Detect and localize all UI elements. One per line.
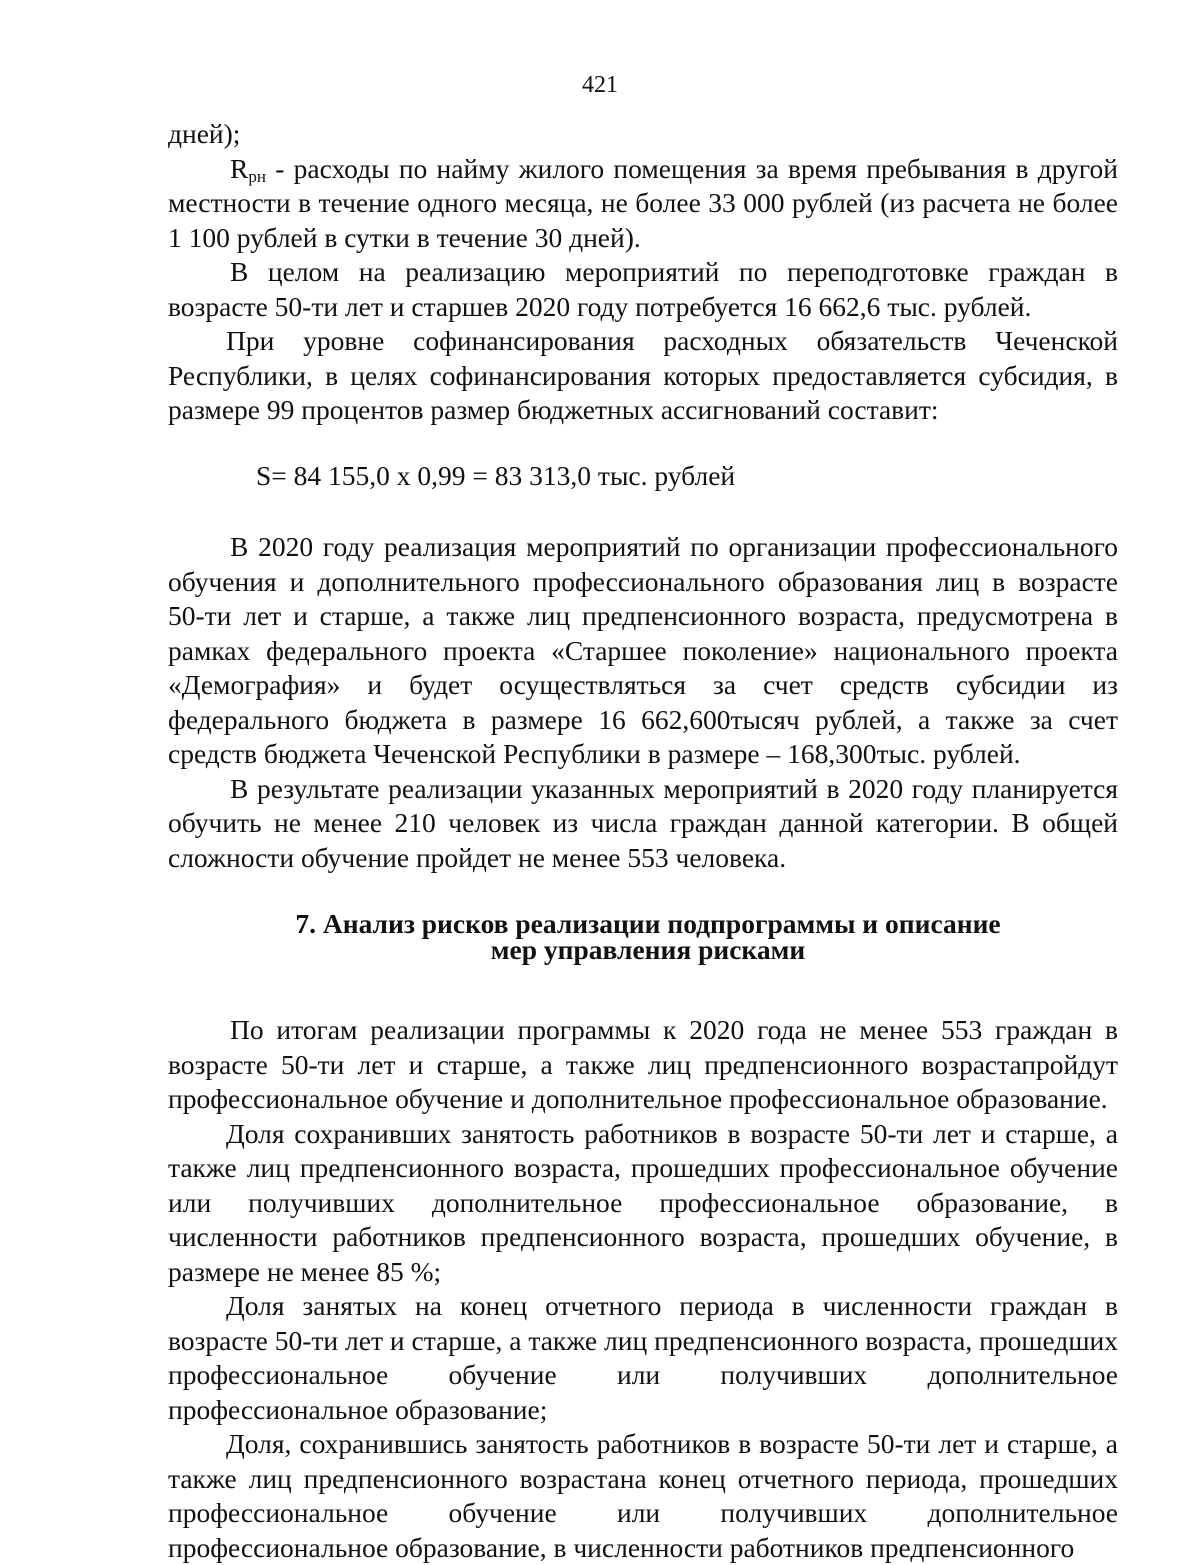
paragraph-training-results: В результате реализации указанных мероприятий в 2020 году планируется обучить не менее 210 человек из числа граждан данной категории. В общей сложности обучение пройдет не менее 553 человека. <box>168 772 1118 873</box>
paragraph-retained-employment-period: Доля, сохранившись занятость работников в возрасте 50-ти лет и старше, а также лиц предпенсионного возрастана конец отчетного периода, прошедших профессиональное обучение или получивших дополнительное профессиональное образование, в численности работников предпенсионного <box>168 1428 1118 1563</box>
paragraph-2020-implementation: В 2020 году реализация мероприятий по организации профессионального обучения и дополнительного профессионального образования лиц в возрасте 50-ти лет и старше, а также лиц предпенсионного возраста, предусмотрена в рамках федерального проекта «Старшее поколение» национального проекта «Демография» и будет осуществляться за счет средств субсидии из федерального бюджета в размере 16 662,600тысяч рублей, а также за счет средств бюджета Чеченской Республики в размере – 168,300тыс. рублей. <box>168 531 1118 769</box>
paragraph-program-results: По итогам реализации программы к 2020 года не менее 553 граждан в возрасте 50-ти лет и старше, а также лиц предпенсионного возрастапройдут профессиональное обучение и дополнительное профессиональное образование. <box>168 1014 1118 1114</box>
rpn-dash: - <box>265 152 294 184</box>
budget-formula: S= 84 155,0 x 0,99 = 83 313,0 тыс. рублей <box>256 459 736 491</box>
rpn-symbol: R <box>230 152 249 184</box>
paragraph-rent-expenses <box>168 152 1118 256</box>
section-heading <box>168 875 1118 1013</box>
paragraph-cofinancing: При уровне софинансирования расходных обязательств Чеченской Республики, в целях софинансирования которых предоставляется субсидия, в размере 99 процентов размер бюджетных ассигнований составит: <box>168 325 1118 425</box>
paragraph-employed-share: Доля занятых на конец отчетного периода в численности граждан в возрасте 50-ти лет и старше, а также лиц предпенсионного возраста, прошедших профессиональное обучение или получивших дополнительное профессиональное образование; <box>168 1290 1118 1425</box>
paragraph-continuation: дней); <box>168 118 241 149</box>
paragraph-retraining-total: В целом на реализацию мероприятий по переподготовке граждан в возрасте 50-ти лет и старшев 2020 году потребуется 16 662,6 тыс. рублей. <box>168 256 1118 322</box>
page-number: 421 <box>582 72 618 98</box>
rent-expenses-text: расходы по найму жилого помещения за время пребывания в другой местности в течение одного месяца, не более 33 000 рублей (из расчета не более 1 100 рублей в сутки в течение 30 дней). <box>168 152 1118 253</box>
section-heading-line-1: 7. Анализ рисков реализации подпрограммы и описание <box>295 908 1001 939</box>
rpn-subscript: рн <box>248 166 266 186</box>
document-body <box>168 117 1118 1565</box>
paragraph-retained-employment: Доля сохранивших занятость работников в возрасте 50-ти лет и старше, а также лиц предпенсионного возраста, прошедших профессиональное обучение или получивших дополнительное профессиональное образование, в численности работников предпенсионного возраста, прошедших обучение, в размере не менее 85 %; <box>168 1117 1118 1287</box>
section-heading-line-2: мер управления рисками <box>490 934 806 965</box>
